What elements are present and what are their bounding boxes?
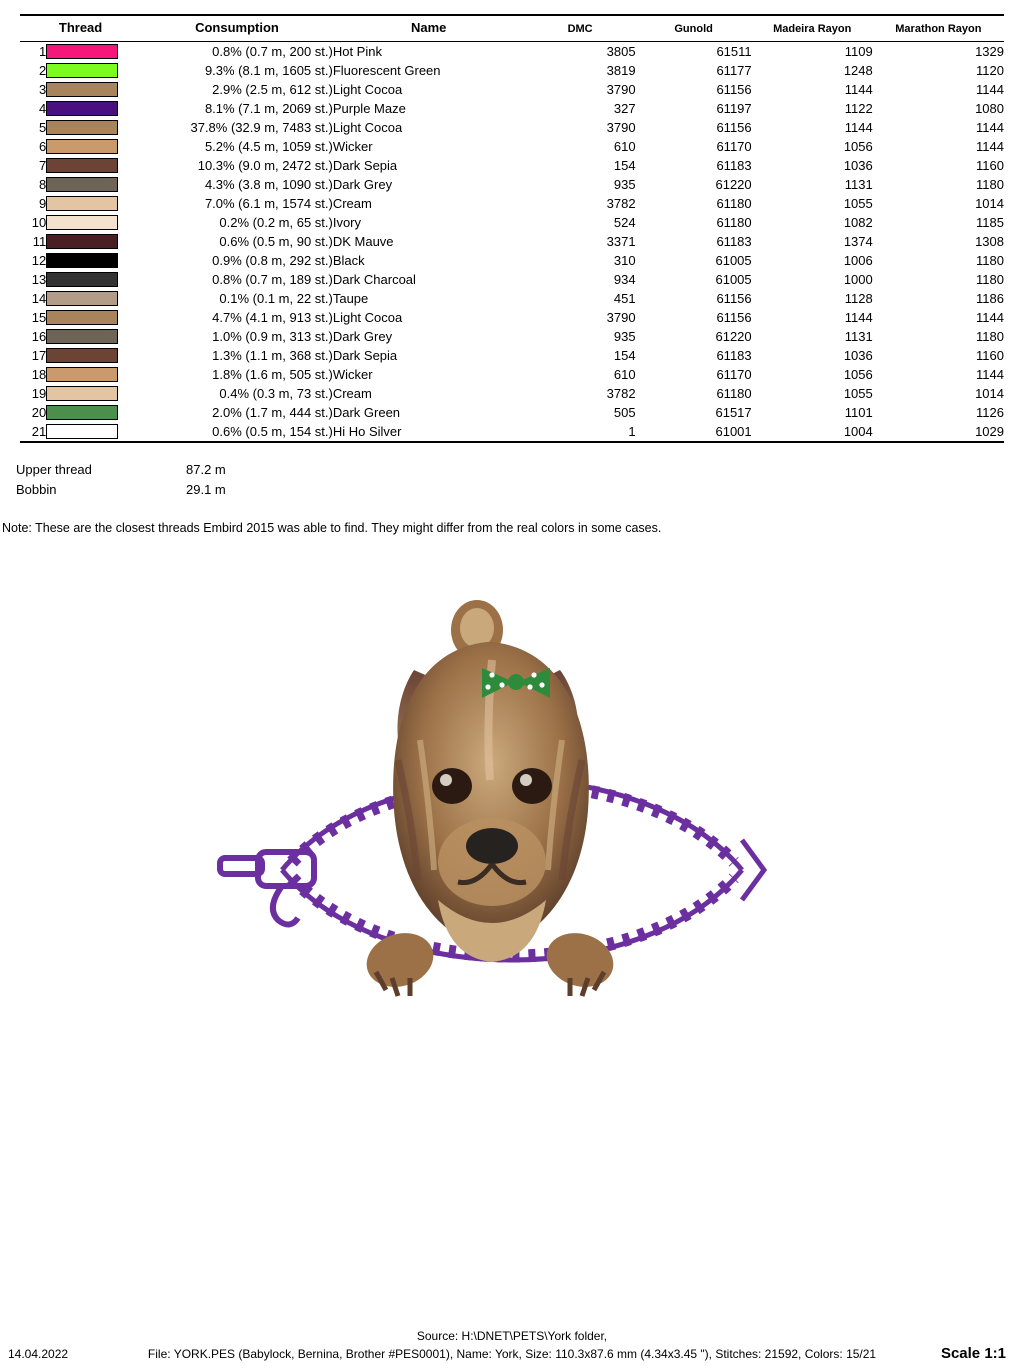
cell-name: Hi Ho Silver: [332, 424, 402, 439]
cell-dmc: 154: [613, 348, 636, 363]
cell-marathon: 1080: [975, 101, 1004, 116]
cell-marathon: 1014: [975, 196, 1004, 211]
cell-madeira: 1036: [843, 348, 873, 363]
column-header-consumption: Consumption: [195, 20, 279, 35]
thread-color-swatch-cell: [46, 232, 141, 251]
thread-color-swatch-cell: [46, 346, 141, 365]
thread-color-swatch: [46, 82, 118, 97]
cell-marathon: 1144: [976, 120, 1004, 135]
thread-color-swatch-cell: [46, 80, 141, 99]
cell-gunold: 61001: [715, 424, 752, 439]
cell-name: Dark Sepia: [332, 158, 398, 173]
table-row: [20, 175, 1004, 194]
embroidery-artwork: [162, 590, 862, 1150]
thread-color-swatch: [46, 120, 118, 135]
cell-madeira: 1109: [844, 44, 873, 59]
cell-marathon: 1014: [975, 386, 1004, 401]
thread-color-swatch: [46, 310, 118, 325]
thread-color-swatch: [46, 234, 118, 249]
cell-name: Cream: [332, 196, 372, 211]
cell-name: Taupe: [332, 291, 369, 306]
cell-marathon: 1180: [976, 177, 1004, 192]
cell-dmc: 610: [613, 367, 636, 382]
thread-color-swatch: [46, 329, 118, 344]
thread-color-swatch: [46, 367, 118, 382]
thread-table: [20, 14, 1004, 443]
cell-dmc: 451: [613, 291, 636, 306]
cell-name: Light Cocoa: [332, 82, 403, 97]
row-index: 11: [32, 234, 47, 249]
cell-marathon: 1144: [976, 139, 1004, 154]
cell-marathon: 1160: [976, 348, 1004, 363]
cell-dmc: 3790: [606, 310, 636, 325]
thread-table-header-row: [20, 15, 1004, 42]
row-index: 19: [31, 386, 47, 401]
row-index: 8: [39, 177, 47, 192]
thread-color-swatch-cell: [46, 327, 141, 346]
cell-marathon: 1144: [976, 82, 1004, 97]
cell-gunold: 61177: [716, 63, 752, 78]
cell-marathon: 1144: [976, 310, 1004, 325]
cell-name: Wicker: [332, 367, 373, 382]
cell-dmc: 524: [613, 215, 636, 230]
row-index: 18: [31, 367, 47, 382]
cell-name: Ivory: [332, 215, 362, 230]
thread-color-swatch: [46, 101, 118, 116]
cell-consumption: 7.0% (6.1 m, 1574 st.): [204, 196, 333, 211]
cell-marathon: 1180: [976, 253, 1004, 268]
row-index: 1: [39, 44, 47, 59]
row-index: 9: [39, 196, 47, 211]
cell-dmc: 310: [613, 253, 636, 268]
cell-marathon: 1329: [975, 44, 1004, 59]
table-row: [20, 270, 1004, 289]
thread-color-swatch: [46, 253, 118, 268]
thread-color-swatch-cell: [46, 156, 141, 175]
totals-block: [16, 459, 1024, 499]
cell-marathon: 1160: [976, 158, 1004, 173]
cell-name: Dark Grey: [332, 177, 393, 192]
cell-madeira: 1006: [843, 253, 873, 268]
cell-dmc: 154: [613, 158, 636, 173]
thread-table-head: [20, 15, 1004, 42]
column-header-gunold: Gunold: [674, 23, 713, 35]
table-row: [20, 327, 1004, 346]
cell-gunold: 61156: [716, 82, 752, 97]
cell-dmc: 3782: [606, 386, 636, 401]
upper-thread-value: 87.2 m: [186, 461, 226, 477]
table-row: [20, 403, 1004, 422]
thread-color-swatch-cell: [46, 61, 141, 80]
row-index: 15: [31, 310, 47, 325]
cell-gunold: 61220: [715, 177, 752, 192]
footer-file-info: File: YORK.PES (Babylock, Bernina, Brother #PES0001), Name: York, Size: 110.3x87.6 mm (4.34x3.45 "), Stitches: 21592, Colors: 15/21: [147, 1347, 877, 1361]
cell-dmc: 3790: [606, 82, 636, 97]
footer-date: 14.04.2022: [8, 1347, 69, 1361]
cell-madeira: 1374: [843, 234, 873, 249]
page-footer: [0, 1329, 1024, 1362]
dog-illustration: [360, 600, 621, 996]
cell-gunold: 61183: [716, 158, 752, 173]
cell-name: Dark Charcoal: [332, 272, 416, 287]
cell-dmc: 327: [613, 101, 636, 116]
thread-color-swatch: [46, 424, 118, 439]
thread-color-swatch: [46, 348, 118, 363]
thread-color-swatch: [46, 386, 118, 401]
cell-gunold: 61156: [716, 291, 752, 306]
bobbin-value: 29.1 m: [186, 481, 226, 497]
cell-madeira: 1144: [844, 120, 873, 135]
cell-madeira: 1144: [844, 310, 873, 325]
cell-gunold: 61005: [715, 272, 752, 287]
table-row: [20, 61, 1004, 80]
cell-consumption: 0.4% (0.3 m, 73 st.): [219, 386, 333, 401]
row-index: 21: [31, 424, 47, 439]
cell-marathon: 1186: [976, 291, 1004, 306]
footer-scale: Scale 1:1: [940, 1345, 1006, 1362]
row-index: 6: [39, 139, 47, 154]
thread-color-swatch: [46, 139, 118, 154]
cell-consumption: 2.0% (1.7 m, 444 st.): [212, 405, 333, 420]
cell-madeira: 1128: [844, 291, 873, 306]
thread-color-swatch-cell: [46, 194, 141, 213]
thread-color-swatch-cell: [46, 384, 141, 403]
row-index: 4: [39, 101, 47, 116]
thread-color-swatch: [46, 177, 118, 192]
cell-consumption: 9.3% (8.1 m, 1605 st.): [204, 63, 333, 78]
table-row: [20, 251, 1004, 270]
thread-table-body: [20, 42, 1004, 443]
cell-madeira: 1131: [844, 329, 873, 344]
thread-color-swatch-cell: [46, 175, 141, 194]
table-row: [20, 289, 1004, 308]
cell-name: DK Mauve: [332, 234, 394, 249]
row-index: 5: [39, 120, 47, 135]
cell-name: Wicker: [332, 139, 373, 154]
cell-madeira: 1144: [844, 82, 873, 97]
row-index: 2: [39, 63, 47, 78]
cell-consumption: 1.0% (0.9 m, 313 st.): [212, 329, 333, 344]
thread-color-swatch-cell: [46, 289, 141, 308]
table-row: [20, 42, 1004, 62]
footer-line: [0, 1345, 1024, 1362]
cell-gunold: 61156: [716, 120, 752, 135]
cell-consumption: 2.9% (2.5 m, 612 st.): [212, 82, 333, 97]
column-header-thread: Thread: [58, 20, 103, 35]
cell-dmc: 1: [628, 424, 636, 439]
thread-color-swatch: [46, 196, 118, 211]
cell-dmc: 3819: [606, 63, 636, 78]
cell-dmc: 3782: [606, 196, 636, 211]
thread-color-swatch-cell: [46, 42, 141, 62]
row-index: 17: [31, 348, 47, 363]
row-index: 3: [39, 82, 47, 97]
thread-color-swatch-cell: [46, 403, 141, 422]
cell-name: Dark Sepia: [332, 348, 398, 363]
cell-consumption: 5.2% (4.5 m, 1059 st.): [204, 139, 333, 154]
thread-color-swatch-cell: [46, 270, 141, 289]
cell-consumption: 1.8% (1.6 m, 505 st.): [212, 367, 333, 382]
cell-consumption: 0.8% (0.7 m, 200 st.): [212, 44, 333, 59]
cell-marathon: 1308: [975, 234, 1004, 249]
row-index: 13: [31, 272, 47, 287]
cell-madeira: 1036: [843, 158, 873, 173]
thread-match-note: Note: These are the closest threads Embird 2015 was able to find. They might differ from the real colors in some cases.: [2, 521, 662, 535]
cell-gunold: 61180: [716, 386, 752, 401]
cell-marathon: 1180: [976, 329, 1004, 344]
cell-dmc: 610: [613, 139, 636, 154]
thread-color-swatch-cell: [46, 365, 141, 384]
cell-consumption: 0.6% (0.5 m, 154 st.): [212, 424, 333, 439]
column-header-marathon-rayon: Marathon Rayon: [895, 23, 982, 35]
table-row: [20, 99, 1004, 118]
thread-color-swatch: [46, 44, 118, 59]
table-row: [20, 156, 1004, 175]
column-header-dmc: DMC: [567, 23, 593, 35]
cell-name: Cream: [332, 386, 372, 401]
upper-thread-row: [16, 459, 1024, 479]
cell-gunold: 61197: [716, 101, 752, 116]
table-row: [20, 308, 1004, 327]
cell-name: Black: [332, 253, 365, 268]
cell-dmc: 934: [613, 272, 636, 287]
cell-marathon: 1185: [976, 215, 1004, 230]
cell-consumption: 10.3% (9.0 m, 2472 st.): [197, 158, 333, 173]
thread-color-swatch-cell: [46, 308, 141, 327]
bobbin-row: [16, 479, 1024, 499]
cell-marathon: 1120: [976, 63, 1004, 78]
row-index: 12: [31, 253, 47, 268]
cell-madeira: 1004: [843, 424, 873, 439]
cell-dmc: 935: [613, 177, 636, 192]
thread-color-swatch-cell: [46, 137, 141, 156]
row-index: 16: [31, 329, 47, 344]
cell-gunold: 61170: [716, 367, 752, 382]
table-row: [20, 194, 1004, 213]
thread-table-wrapper: [20, 14, 1004, 443]
cell-madeira: 1055: [843, 386, 873, 401]
cell-gunold: 61170: [716, 139, 752, 154]
thread-color-swatch-cell: [46, 99, 141, 118]
cell-name: Light Cocoa: [332, 310, 403, 325]
cell-madeira: 1055: [843, 196, 873, 211]
cell-consumption: 0.1% (0.1 m, 22 st.): [219, 291, 333, 306]
cell-gunold: 61511: [716, 44, 752, 59]
cell-madeira: 1082: [843, 215, 873, 230]
cell-gunold: 61180: [716, 215, 752, 230]
cell-marathon: 1180: [976, 272, 1004, 287]
cell-name: Fluorescent Green: [332, 63, 441, 78]
cell-madeira: 1248: [843, 63, 873, 78]
bobbin-label: Bobbin: [16, 481, 57, 497]
table-row: [20, 80, 1004, 99]
cell-dmc: 3371: [606, 234, 636, 249]
cell-gunold: 61220: [715, 329, 752, 344]
thread-color-swatch-cell: [46, 422, 141, 442]
thread-color-swatch-cell: [46, 118, 141, 137]
cell-consumption: 4.7% (4.1 m, 913 st.): [212, 310, 333, 325]
cell-madeira: 1056: [843, 139, 873, 154]
cell-gunold: 61183: [716, 348, 752, 363]
cell-marathon: 1029: [975, 424, 1004, 439]
table-row: [20, 137, 1004, 156]
table-row: [20, 232, 1004, 251]
cell-consumption: 8.1% (7.1 m, 2069 st.): [204, 101, 333, 116]
cell-dmc: 505: [613, 405, 636, 420]
cell-dmc: 935: [613, 329, 636, 344]
thread-color-swatch-cell: [46, 213, 141, 232]
cell-madeira: 1000: [843, 272, 873, 287]
table-row: [20, 346, 1004, 365]
cell-consumption: 4.3% (3.8 m, 1090 st.): [204, 177, 333, 192]
cell-gunold: 61517: [715, 405, 752, 420]
cell-marathon: 1126: [976, 405, 1004, 420]
thread-color-swatch: [46, 63, 118, 78]
cell-name: Purple Maze: [332, 101, 406, 116]
row-index: 7: [39, 158, 47, 173]
cell-name: Dark Grey: [332, 329, 393, 344]
column-header-madeira-rayon: Madeira Rayon: [773, 23, 852, 35]
cell-name: Dark Green: [332, 405, 401, 420]
cell-madeira: 1056: [843, 367, 873, 382]
cell-name: Light Cocoa: [332, 120, 403, 135]
thread-color-swatch: [46, 405, 118, 420]
cell-consumption: 0.2% (0.2 m, 65 st.): [219, 215, 333, 230]
table-row: [20, 118, 1004, 137]
cell-consumption: 37.8% (32.9 m, 7483 st.): [190, 120, 333, 135]
thread-color-swatch: [46, 215, 118, 230]
cell-gunold: 61183: [716, 234, 752, 249]
cell-gunold: 61180: [716, 196, 752, 211]
cell-consumption: 1.3% (1.1 m, 368 st.): [212, 348, 333, 363]
thread-color-swatch: [46, 158, 118, 173]
upper-thread-label: Upper thread: [16, 461, 92, 477]
cell-dmc: 3805: [606, 44, 636, 59]
table-row: [20, 213, 1004, 232]
cell-consumption: 0.8% (0.7 m, 189 st.): [212, 272, 333, 287]
table-row: [20, 384, 1004, 403]
row-index: 20: [31, 405, 47, 420]
cell-marathon: 1144: [976, 367, 1004, 382]
cell-dmc: 3790: [606, 120, 636, 135]
thread-color-swatch: [46, 291, 118, 306]
table-row: [20, 365, 1004, 384]
row-index: 10: [31, 215, 47, 230]
cell-consumption: 0.6% (0.5 m, 90 st.): [219, 234, 333, 249]
footer-source: Source: H:\DNET\PETS\York folder,: [416, 1329, 608, 1343]
cell-consumption: 0.9% (0.8 m, 292 st.): [212, 253, 333, 268]
cell-gunold: 61005: [715, 253, 752, 268]
thread-color-swatch: [46, 272, 118, 287]
table-row: [20, 422, 1004, 442]
cell-madeira: 1101: [844, 405, 873, 420]
design-preview: [0, 590, 1024, 1250]
thread-chart-sheet: [0, 0, 1024, 535]
cell-gunold: 61156: [716, 310, 752, 325]
column-header-name: Name: [411, 20, 447, 35]
row-index: 14: [31, 291, 47, 306]
cell-madeira: 1131: [844, 177, 873, 192]
thread-color-swatch-cell: [46, 251, 141, 270]
cell-name: Hot Pink: [332, 44, 382, 59]
cell-madeira: 1122: [844, 101, 873, 116]
